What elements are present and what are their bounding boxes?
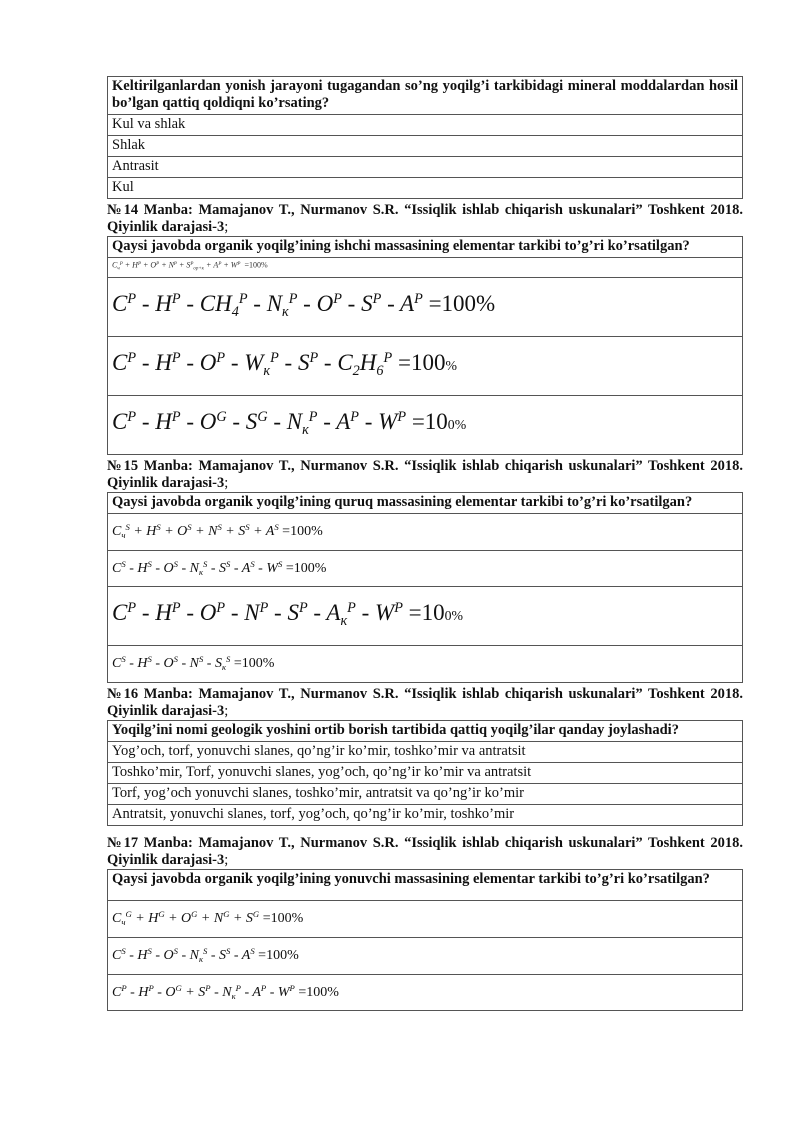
question-15-text: Qaysi javobda organik yoqilg’ining quruq massasining elementar tarkibi to’g’ri ko’rsatilgan?: [108, 492, 743, 513]
q17-option-1: [108, 901, 743, 938]
question-17-table: [107, 869, 743, 1011]
q14-option-1: [108, 258, 743, 278]
q14-option-2: [108, 278, 743, 337]
question-16-text: Yoqilg’ini nomi geologik yoshini ortib borish tartibida qattiq yoqilg’ilar qanday joylashadi?: [108, 721, 743, 742]
q14-option-4: [108, 396, 743, 455]
q15-formula-2: $C^S - H^S - O^S - N_к^S - S^S - A^S - W^S =100\%$: [112, 558, 327, 577]
q16-source: №16 Manba: Mamajanov T., Nurmanov S.R. “Issiqlik ishlab chiqarish uskunalari” Toshkent 2018. Qiyinlik darajasi-3;: [107, 686, 743, 720]
question-15-table: [107, 492, 743, 683]
q15-option-4: [108, 646, 743, 683]
q15-formula-3: $C^P - H^P - O^P - N^P - S^P - A_к^P - W^P =100\%$: [112, 600, 464, 630]
question-17-text: Qaysi javobda organik yoqilg’ining yonuvchi massasining elementar tarkibi to’g’ri ko’rsatilgan?: [108, 870, 743, 901]
q15-formula-1: $C_ч^S + H^S + O^S + N^S + S^S + A^S =100\%$: [112, 521, 323, 540]
q17-formula-3: $C^P - H^P - O^G + S^P - N_к^P - A^P - W^P =100\%$: [112, 982, 339, 1001]
question-14-table: [107, 236, 743, 455]
q15-option-2: [108, 550, 743, 587]
q15-source: №15 Manba: Mamajanov T., Nurmanov S.R. “Issiqlik ishlab chiqarish uskunalari” Toshkent 2018. Qiyinlik darajasi-3;: [107, 457, 743, 491]
q14-formula-4: $C^P - H^P - O^G - S^G - N_к^P - A^P - W^P =100\%$: [112, 408, 467, 438]
q15-option-1: [108, 513, 743, 550]
q16-option-3: Torf, yog’och yonuvchi slanes, toshko’mir, antratsit va qo’ng’ir ko’mir: [108, 784, 743, 805]
question-13-table: [107, 76, 743, 199]
q15-option-3: [108, 587, 743, 646]
q14-source: №14 Manba: Mamajanov T., Nurmanov S.R. “Issiqlik ishlab chiqarish uskunalari” Toshkent 2018. Qiyinlik darajasi-3;: [107, 202, 743, 235]
question-14-text: Qaysi javobda organik yoqilg’ining ishchi massasining elementar tarkibi to’g’ri ko’rsatilgan?: [108, 237, 743, 258]
q16-option-1: Yog’och, torf, yonuvchi slanes, qo’ng’ir ko’mir, toshko’mir va antratsit: [108, 742, 743, 763]
q17-formula-2: $C^S - H^S - O^S - N_к^S - S^S - A^S =100\%$: [112, 945, 299, 964]
q13-option-3: Antrasit: [108, 157, 743, 178]
q17-option-2: [108, 937, 743, 974]
q17-source: №17 Manba: Mamajanov T., Nurmanov S.R. “Issiqlik ishlab chiqarish uskunalari” Toshkent 2018. Qiyinlik darajasi-3;: [107, 835, 743, 869]
q13-option-2: Shlak: [108, 136, 743, 157]
q13-option-1: Kul va shlak: [108, 115, 743, 136]
question-13-text: Keltirilganlardan yonish jarayoni tugagandan so’ng yoqilg’i tarkibidagi mineral moddalardan hosil bo’lgan qattiq qoldiqni ko’rsating?: [108, 77, 743, 115]
document-page: [107, 76, 743, 1011]
q15-formula-4: $C^S - H^S - O^S - N^S - S_к^S =100\%$: [112, 654, 275, 673]
q17-formula-1: $C_ч^G + H^G + O^G + N^G + S^G =100\%$: [112, 909, 304, 927]
q14-option-3: [108, 337, 743, 396]
q14-formula-2: $C^P - H^P - CH_4^P - N_к^P - O^P - S^P - A^P =100\%$: [112, 291, 496, 321]
q14-formula-1: $C_ч^P + H^P + O^P + N^P + S^P_{ор+к} + A^P + W^P =100\%$: [112, 260, 268, 272]
question-16-table: [107, 720, 743, 826]
q16-option-2: Toshko’mir, Torf, yonuvchi slanes, yog’och, qo’ng’ir ko’mir va antratsit: [108, 763, 743, 784]
q14-formula-3: $C^P - H^P - O^P - W_к^P - S^P - C_2H_6^P =100\%$: [112, 350, 457, 380]
q17-option-3: [108, 974, 743, 1011]
q13-option-4: Kul: [108, 178, 743, 199]
q16-option-4: Antratsit, yonuvchi slanes, torf, yog’och, qo’ng’ir ko’mir, toshko’mir: [108, 805, 743, 826]
